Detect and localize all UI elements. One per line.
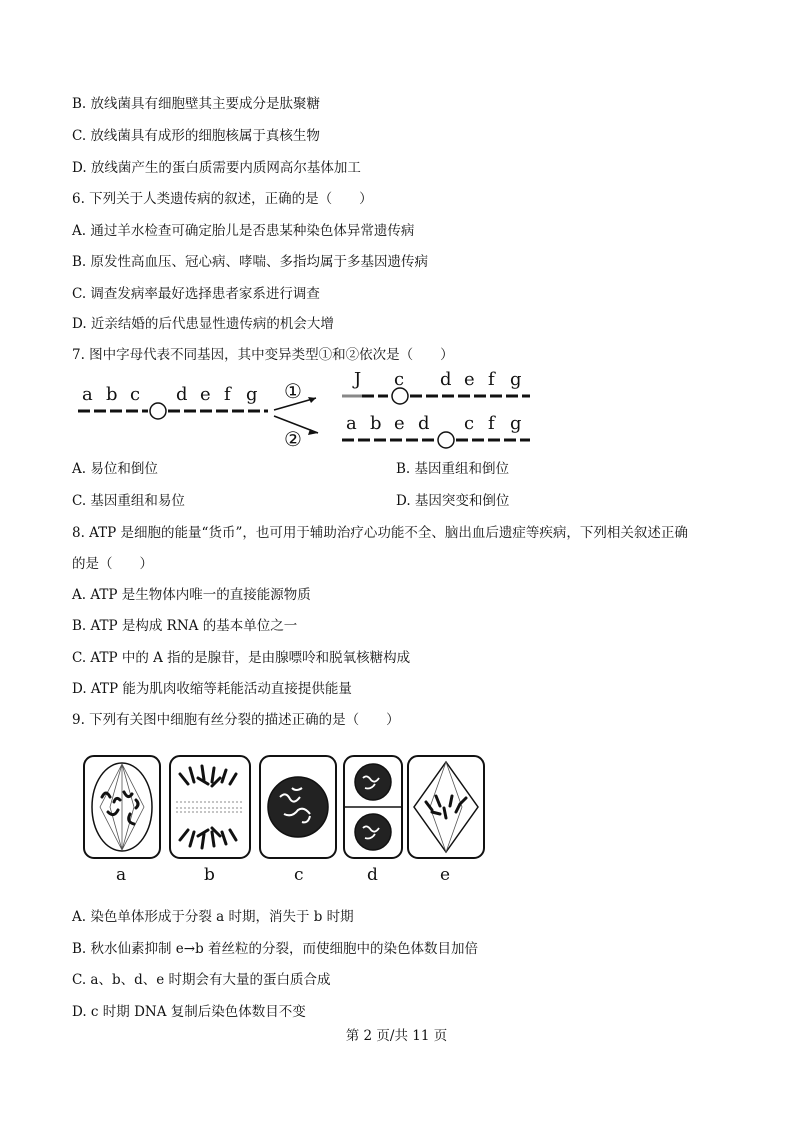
gene-label: f xyxy=(488,413,495,434)
gene-label: g xyxy=(510,369,522,390)
gene-label: g xyxy=(510,413,522,434)
cell-e xyxy=(408,756,484,858)
q6-option-a: A. 通过羊水检查可确定胎儿是否患某种染色体异常遗传病 xyxy=(72,223,415,239)
q9-option-d: D. c 时期 DNA 复制后染色体数目不变 xyxy=(72,1004,306,1020)
gene-label: a xyxy=(346,413,357,434)
q6-option-d: D. 近亲结婚的后代患显性遗传病的机会大增 xyxy=(72,316,334,332)
q8-stem-line1: 8. ATP 是细胞的能量“货币”，也可用于辅助治疗心功能不全、脑出血后遗症等疾病，下列相关叙述正确 xyxy=(72,525,688,541)
cell-label: c xyxy=(294,865,304,885)
gene-label: c xyxy=(394,369,405,390)
q8-option-c: C. ATP 中的 A 指的是腺苷，是由腺嘌呤和脱氧核糖构成 xyxy=(72,650,411,666)
q8-option-d: D. ATP 能为肌肉收缩等耗能活动直接提供能量 xyxy=(72,681,352,697)
q8-stem-line2: 的是（ ） xyxy=(72,556,153,572)
result-1-centromere xyxy=(392,388,408,404)
marker-1: ① xyxy=(284,379,302,403)
gene-label: e xyxy=(464,369,475,390)
cell-label: a xyxy=(116,865,127,885)
q6-option-c: C. 调查发病率最好选择患者家系进行调查 xyxy=(72,286,320,302)
page-footer: 第 2 页/共 11 页 xyxy=(345,1028,448,1044)
cell-label: b xyxy=(204,865,215,885)
q9-option-a: A. 染色单体形成于分裂 a 时期，消失于 b 时期 xyxy=(72,909,354,925)
cell-label: e xyxy=(440,865,451,885)
gene-label: d xyxy=(418,413,430,434)
q9-option-c: C. a、b、d、e 时期会有大量的蛋白质合成 xyxy=(72,972,331,988)
marker-2: ② xyxy=(284,427,302,451)
q5-option-b: B. 放线菌具有细胞壁其主要成分是肽聚糖 xyxy=(72,96,321,112)
q9-stem: 9. 下列有关图中细胞有丝分裂的描述正确的是（ ） xyxy=(72,712,400,728)
q6-stem: 6. 下列关于人类遗传病的叙述，正确的是（ ） xyxy=(72,191,373,207)
gene-label: c xyxy=(130,384,141,405)
gene-label: b xyxy=(106,384,118,405)
gene-label: e xyxy=(200,384,211,405)
q7-option-d: D. 基因突变和倒位 xyxy=(396,493,510,509)
chromosome-variation-figure xyxy=(70,368,540,458)
gene-label: e xyxy=(394,413,405,434)
gene-label: f xyxy=(488,369,495,390)
cell-c xyxy=(260,756,336,858)
gene-label: a xyxy=(82,384,93,405)
gene-label: J xyxy=(354,369,362,390)
original-centromere xyxy=(150,403,166,419)
q7-stem: 7. 图中字母代表不同基因，其中变异类型①和②依次是（ ） xyxy=(72,347,454,363)
q6-option-b: B. 原发性高血压、冠心病、哮喘、多指均属于多基因遗传病 xyxy=(72,254,429,270)
q9-option-b: B. 秋水仙素抑制 e→b 着丝粒的分裂，而使细胞中的染色体数目加倍 xyxy=(72,941,479,957)
q8-option-a: A. ATP 是生物体内唯一的直接能源物质 xyxy=(72,587,311,603)
gene-label: b xyxy=(370,413,382,434)
cell-label: d xyxy=(367,865,378,885)
q8-option-b: B. ATP 是构成 RNA 的基本单位之一 xyxy=(72,618,298,634)
gene-label: d xyxy=(440,369,452,390)
cell-a xyxy=(84,756,160,858)
q5-option-c: C. 放线菌具有成形的细胞核属于真核生物 xyxy=(72,128,320,144)
cell-b xyxy=(170,756,250,858)
mitosis-cells-figure xyxy=(80,752,492,892)
result-2-centromere xyxy=(438,432,454,448)
q7-option-c: C. 基因重组和易位 xyxy=(72,493,185,509)
q7-option-b: B. 基因重组和倒位 xyxy=(396,461,510,477)
gene-label: d xyxy=(176,384,188,405)
q7-option-a: A. 易位和倒位 xyxy=(72,461,158,477)
q5-option-d: D. 放线菌产生的蛋白质需要内质网高尔基体加工 xyxy=(72,160,361,176)
gene-label: c xyxy=(464,413,475,434)
gene-label: g xyxy=(246,384,258,405)
gene-label: f xyxy=(224,384,231,405)
cell-d xyxy=(344,756,402,858)
